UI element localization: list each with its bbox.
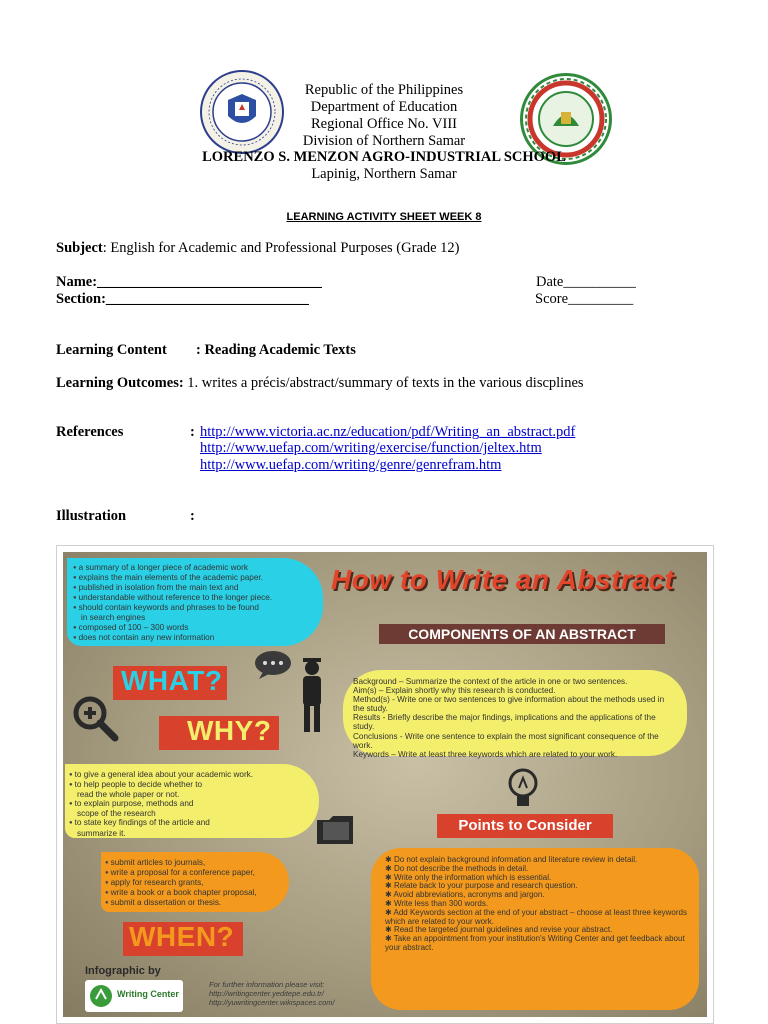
why-item: ● to state key findings of the article and summarize it. <box>77 818 319 837</box>
infographic-title: How to Write an Abstract <box>331 564 675 595</box>
when-item: ● write a proposal for a conference paper, <box>113 868 289 878</box>
component-item: Aim(s) – Explain shortly why this research is conducted. <box>353 686 556 696</box>
point-item: ✱ Do not describe the methods in detail. <box>385 863 529 873</box>
what-item: ● does not contain any new information <box>81 633 323 643</box>
point-item: ✱ Write less than 300 words. <box>385 898 489 908</box>
school-location: Lapinig, Northern Samar <box>311 166 457 182</box>
point-item: ✱ Read the targeted journal guidelines and revise your abstract. <box>385 925 613 935</box>
illustration-colon: : <box>190 508 195 524</box>
subject-label: Subject <box>56 240 103 256</box>
point-item-text: Relate back to your purpose and research question. <box>393 881 578 891</box>
what-bubble <box>67 558 323 646</box>
learning-outcomes-label: Learning Outcomes: <box>56 375 184 391</box>
page-title: LEARNING ACTIVITY SHEET WEEK 8 <box>286 211 482 223</box>
learning-outcomes-row <box>56 375 584 392</box>
school-name: LORENZO S. MENZON AGRO-INDUSTRIAL SCHOOL <box>202 149 566 165</box>
points-banner: Points to Consider <box>437 814 613 838</box>
point-item: ✱ Write only the information which is essential. <box>385 872 552 882</box>
when-item: ● write a book or a book chapter proposal, <box>113 888 289 898</box>
when-item: ● submit a dissertation or thesis. <box>113 898 289 908</box>
person-icon <box>295 656 329 741</box>
why-label: WHY? <box>187 715 272 746</box>
header-line-region: Regional Office No. VIII <box>310 116 458 132</box>
when-item: ● apply for research grants, <box>113 878 289 888</box>
point-item: ✱ Add Keywords section at the end of your abstract – choose at least three keywords which are related to your work. <box>385 907 687 926</box>
writing-center-logo <box>85 980 183 1012</box>
when-bubble <box>101 852 289 912</box>
what-label: WHAT? <box>121 665 223 696</box>
speech-bubble-icon <box>253 650 293 685</box>
point-item-text: Do not explain background information and literature review in detail. <box>393 855 638 864</box>
when-item: ● submit articles to journals, <box>113 858 289 868</box>
point-item: ✱ Avoid abbreviations, acronyms and jargon. <box>385 890 545 900</box>
point-item-text: Write only the information which is essential. <box>393 872 552 882</box>
header-line-deped: Department of Education <box>310 99 458 115</box>
abstract-infographic <box>56 545 714 1024</box>
point-item-text: Avoid abbreviations, acronyms and jargon. <box>393 890 545 900</box>
what-item: ● a summary of a longer piece of academic work <box>81 563 323 573</box>
learning-outcomes-value: 1. writes a précis/abstract/summary of texts in the various discplines <box>187 375 584 391</box>
points-bubble <box>371 848 699 1010</box>
why-bubble <box>65 764 319 838</box>
point-item: ✱ Relate back to your purpose and research question. <box>385 881 578 891</box>
point-item-text: Take an appointment from your institution's Writing Center and get feedback about your abstract. <box>385 934 685 952</box>
name-field[interactable]: Name:_______________________________ <box>56 274 322 290</box>
subject-row <box>56 240 460 257</box>
what-item: ● published in isolation from the main text and <box>81 583 323 593</box>
point-item: ✱ Take an appointment from your institution's Writing Center and get feedback about your abstract. <box>385 934 685 952</box>
components-banner: COMPONENTS OF AN ABSTRACT <box>379 624 665 644</box>
point-item-text: Read the targeted journal guidelines and revise your abstract. <box>393 925 613 935</box>
why-item: ● to help people to decide whether to read the whole paper or not. <box>77 780 319 799</box>
infographic-canvas <box>63 552 707 1017</box>
header-line-republic: Republic of the Philippines <box>304 82 464 98</box>
date-field[interactable]: Date__________ <box>536 274 636 290</box>
component-item: Results - Briefly describe the major findings, implications and the applications of the study. <box>353 713 656 732</box>
why-item: ● to explain purpose, methods and scope of the research <box>77 799 319 818</box>
section-field[interactable]: Section:____________________________ <box>56 291 309 307</box>
further-info-url-2[interactable]: http://yuwritingcenter.wikispaces.com/ <box>209 998 335 1007</box>
further-info-text <box>209 980 335 1007</box>
writing-center-logo-text: Writing Center <box>117 989 179 999</box>
reference-link-2[interactable]: http://www.uefap.com/writing/exercise/function/jeltex.htm <box>200 440 542 456</box>
component-item: Keywords – Write at least three keywords which are related to your work. <box>353 749 618 759</box>
references-label: References <box>56 424 124 440</box>
component-item: Background – Summarize the context of the article in one or two sentences. <box>353 677 628 686</box>
header-line-division: Division of Northern Samar <box>302 133 466 149</box>
infographic-by-label: Infographic by <box>85 965 161 977</box>
references-colon: : <box>190 424 195 440</box>
further-info-label: For further information please visit: <box>209 980 325 989</box>
what-item: ● understandable without reference to the longer piece. <box>81 593 323 603</box>
why-item: ● to give a general idea about your academic work. <box>77 770 319 780</box>
component-item: Conclusions - Write one sentence to explain the most significant consequence of the work. <box>353 731 659 750</box>
light-bulb-icon <box>505 766 541 817</box>
reference-link-1[interactable]: http://www.victoria.ac.nz/education/pdf/Writing_an_abstract.pdf <box>200 424 576 440</box>
reference-link-3[interactable]: http://www.uefap.com/writing/genre/genrefram.htm <box>200 457 502 473</box>
components-bubble <box>343 670 687 759</box>
what-item: ● should contain keywords and phrases to be found in search engines <box>81 603 323 622</box>
zoom-in-icon <box>71 694 121 747</box>
when-label: WHEN? <box>129 921 235 952</box>
what-item: ● composed of 100 – 300 words <box>81 623 323 633</box>
score-field[interactable]: Score_________ <box>535 291 634 307</box>
point-item-text: Write less than 300 words. <box>393 898 489 908</box>
learning-content-label: Learning Content <box>56 342 167 358</box>
what-item: ● explains the main elements of the academic paper. <box>81 573 323 583</box>
further-info-url-1[interactable]: http://writingcenter.yeditepe.edu.tr/ <box>209 989 324 998</box>
writing-center-logo-icon <box>88 983 114 1009</box>
point-item-text: Do not describe the methods in detail. <box>393 863 529 873</box>
component-item: Method(s) - Write one or two sentences to give information about the methods used in the study. <box>353 695 665 714</box>
point-item: ✱ Do not explain background information and literature review in detail. <box>385 855 638 864</box>
point-item-text: Add Keywords section at the end of your abstract – choose at least three keywords which are related to your work. <box>385 907 687 926</box>
learning-content-value: : Reading Academic Texts <box>196 342 356 358</box>
illustration-label: Illustration <box>56 508 127 524</box>
subject-value: : English for Academic and Professional Purposes (Grade 12) <box>102 240 460 256</box>
folder-icon <box>315 812 355 851</box>
